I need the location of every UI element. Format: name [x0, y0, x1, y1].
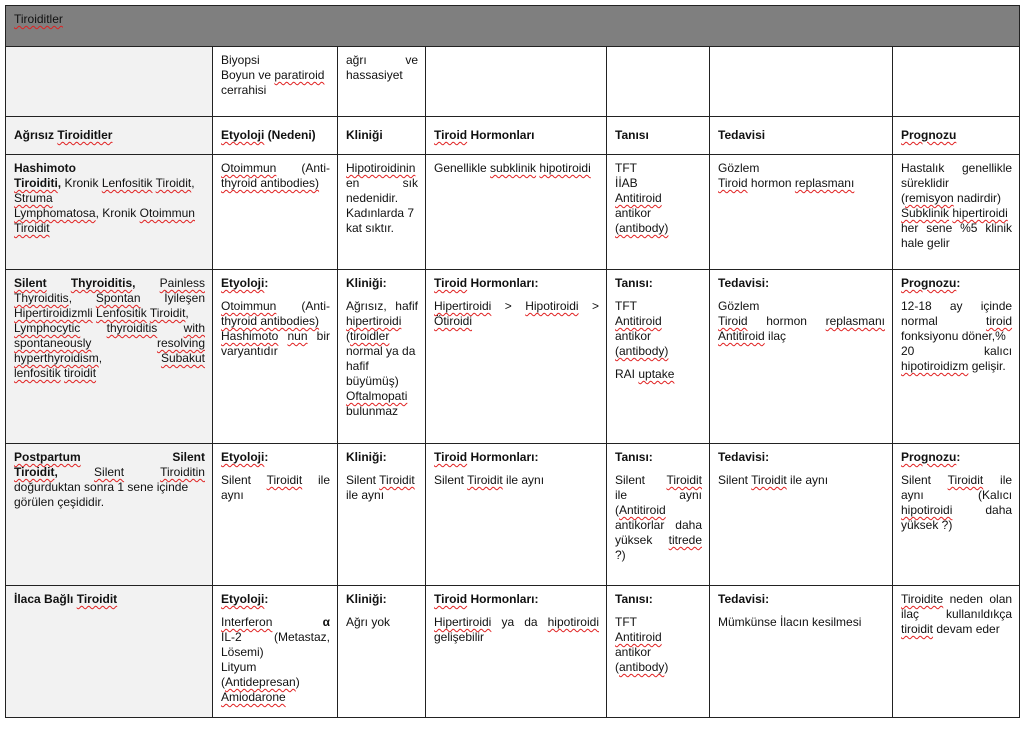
- cell-line: [14, 321, 205, 336]
- cell-line: hipotiroidizm gelişir.: [901, 359, 1006, 373]
- cell-line: Ağrısız, hafif: [346, 299, 418, 313]
- table-row: [6, 444, 1020, 586]
- cell-line: normal tiroid: [901, 314, 1013, 328]
- cell-word: Antitiroid: [718, 329, 765, 343]
- cell-word: Tiroidite: [901, 592, 944, 606]
- cell-line: görülen çeşididir.: [14, 495, 105, 509]
- row-name-postpartum: [6, 444, 213, 586]
- cell-line: gelişebilir: [434, 630, 485, 644]
- cell-line: Gözlem: [718, 299, 760, 313]
- cell-heading: Tiroid Hormonları:: [434, 592, 539, 606]
- partial-cell-4: [607, 47, 710, 117]
- cell-word: antibody: [619, 660, 665, 674]
- cell-line: Mümkünse İlacın kesilmesi: [718, 615, 862, 629]
- cell-word: Lenfositik: [96, 306, 147, 320]
- cell-line: Tiroiditi, Kronik Lenfositik Tiroidit,: [14, 176, 195, 190]
- cell-line: aynı: [221, 488, 244, 502]
- cell-line: Interferon α: [221, 615, 330, 629]
- cell-line: hyperthyroidism, Subakut: [14, 351, 205, 365]
- cell-line: TFT: [615, 615, 637, 629]
- header-clinic: Kliniği: [338, 117, 426, 155]
- cell-word: replasmanı: [825, 314, 885, 328]
- cell-line: fonksiyonu döner,%: [901, 329, 1006, 343]
- cell-word: Etyoloji: [221, 450, 265, 464]
- cell-word: Tiroidit: [947, 473, 984, 487]
- cell-word: nun: [287, 329, 308, 343]
- cell-line: Struma: [14, 191, 53, 205]
- cell-heading: Kliniği:: [346, 450, 387, 464]
- cell-word: Silent: [14, 276, 47, 290]
- cell-word: Tiroidit: [14, 465, 55, 479]
- cell-word: Tiroidit: [76, 592, 118, 606]
- cell-heading: Tanısı:: [615, 276, 653, 290]
- table-row: [6, 270, 1020, 444]
- cell-line: Silent Thyroiditis, Painless: [14, 276, 205, 290]
- cell-heading: Prognozu:: [901, 450, 961, 464]
- cell-line: [901, 206, 1012, 221]
- cell-line: Hashimoto nun bir: [221, 329, 330, 343]
- row-clinic: [338, 444, 426, 586]
- cell-heading: Kliniği:: [346, 276, 387, 290]
- cell-line: TFT: [615, 161, 637, 175]
- cell-heading: Prognozu:: [901, 276, 961, 290]
- cell-word: Tiroid: [434, 276, 468, 290]
- cell-word: hipotiroidi: [547, 615, 599, 629]
- cell-heading: Etyoloji:: [221, 450, 269, 464]
- cell-line: büyümüş): [346, 374, 399, 388]
- cell-line: nedenidir.: [346, 191, 399, 205]
- row-prognosis: [893, 586, 1020, 718]
- cell-heading: Kliniği:: [346, 592, 387, 606]
- cell-line: yüksek titrede: [615, 533, 702, 547]
- cell-line: Tiroidite neden olan: [901, 592, 1013, 606]
- header-diagnosis: Tanısı: [607, 117, 710, 155]
- header-name: Ağrısız Tiroiditler: [6, 117, 213, 155]
- cell-line: hassasiyet: [346, 68, 403, 82]
- cell-word: Otoimmun: [221, 161, 277, 175]
- row-etiology: [213, 270, 338, 444]
- cell-line: hale gelir: [901, 236, 950, 250]
- cell-line: Lösemi): [221, 645, 264, 659]
- cell-line: Oftalmopati: [346, 389, 408, 403]
- cell-word: Lymphocytic: [14, 321, 81, 335]
- cell-heading: Etyoloji:: [221, 276, 269, 290]
- cell-word: Tiroid: [434, 592, 468, 606]
- cell-line: Silent Tiroidit: [615, 473, 702, 487]
- cell-word: hipotiroidizm: [901, 359, 969, 373]
- cell-line: İİAB: [615, 176, 638, 190]
- cell-heading: Tiroid Hormonları:: [434, 276, 539, 290]
- partial-cell-5: [710, 47, 893, 117]
- cell-heading: Tanısı:: [615, 450, 653, 464]
- cell-line: antikor: [615, 645, 652, 659]
- row-clinic: [338, 586, 426, 718]
- cell-line: İlaca Bağlı Tiroidit: [14, 592, 118, 606]
- cell-word: Tiroidit: [149, 306, 186, 320]
- cell-word: Tiroiditi: [14, 176, 58, 190]
- cell-word: hyperthyroidism: [14, 351, 99, 365]
- partial-row: [6, 47, 1020, 117]
- cell-word: Etyoloji: [221, 276, 265, 290]
- cell-line: Otoimmun (Anti-: [221, 161, 330, 175]
- cell-word: Hashimoto: [221, 329, 279, 343]
- row-clinic: [338, 155, 426, 270]
- cell-word: Tiroidit: [666, 473, 702, 487]
- cell-line: Otoimmun (Anti-: [221, 299, 330, 313]
- cell-line: Amiodarone: [221, 690, 286, 704]
- cell-line: Hipertiroidizmli Lenfositik Tiroidit,: [14, 306, 189, 320]
- cell-line: Silent Tiroidit ile aynı: [718, 473, 829, 487]
- cell-line: Tiroidit, Silent Tiroiditin: [14, 465, 205, 479]
- title-text: Tiroiditler: [14, 12, 63, 26]
- cell-line: Hipertiroidi > Hipotiroidi >: [434, 299, 599, 313]
- row-etiology: [213, 586, 338, 718]
- cell-line: her sene %5 klinik: [901, 221, 1013, 235]
- row-diagnosis: [607, 155, 710, 270]
- cell-word: Tiroidit: [751, 473, 787, 487]
- cell-line: Tiroidit: [14, 221, 50, 235]
- cell-line: Tiroid hormon replasmanı: [718, 314, 885, 328]
- cell-word: hipertiroidi: [952, 206, 1008, 220]
- cell-word: thyroiditis: [106, 321, 158, 335]
- cell-word: Painless: [159, 276, 205, 290]
- cell-line: tiroidit devam eder: [901, 622, 1000, 636]
- header-word: Etyoloji: [221, 128, 265, 142]
- cell-line: Hastalık genellikle: [901, 161, 1013, 175]
- cell-line: Kadınlarda 7: [346, 206, 415, 220]
- cell-word: resolving: [156, 336, 205, 350]
- cell-line: Silent Tiroidit ile: [221, 473, 331, 487]
- cell-line: hipotiroidi daha: [901, 503, 1013, 517]
- cell-word: Spontan: [95, 291, 141, 305]
- cell-word: Otoimmun: [221, 299, 277, 313]
- cell-heading: Tedavisi:: [718, 276, 770, 290]
- cell-word: Hipertiroidizmli: [14, 306, 93, 320]
- cell-line: Thyroiditis, Spontan İyileşen: [14, 291, 205, 305]
- cell-heading: Tiroid Hormonları:: [434, 450, 539, 464]
- title-row: [6, 6, 1020, 47]
- cell-word: Otoimmun: [139, 206, 195, 220]
- cell-word: lenfositik: [14, 366, 61, 380]
- cell-word: Lymphomatosa: [14, 206, 96, 220]
- cell-word: titrede: [668, 533, 702, 547]
- row-hormones: [426, 586, 607, 718]
- cell-line: aynı (Kalıcı: [901, 488, 1013, 502]
- document-page: [5, 5, 1019, 718]
- table-row: [6, 155, 1020, 270]
- cell-heading: Tanısı:: [615, 592, 653, 606]
- cell-word: tiroidit: [901, 622, 934, 636]
- cell-line: RAI uptake: [615, 367, 675, 381]
- cell-line: cerrahisi: [221, 83, 267, 97]
- cell-line: Silent Tiroidit ile aynı: [434, 473, 545, 487]
- cell-word: subklinik: [490, 161, 537, 175]
- table-row: [6, 586, 1020, 718]
- row-name-hashimoto: [6, 155, 213, 270]
- cell-line: (tiroidler: [346, 329, 390, 343]
- cell-line: Tiroid hormon replasmanı: [718, 176, 855, 190]
- cell-word: Tiroidit: [379, 473, 415, 487]
- cell-line: Lityum: [221, 660, 257, 674]
- cell-line: [14, 366, 205, 381]
- cell-word: tiroid: [986, 314, 1013, 328]
- cell-word: Tiroidit: [467, 473, 503, 487]
- row-treatment: [710, 270, 893, 444]
- header-row: [6, 117, 1020, 155]
- partial-cell-empty: [6, 47, 213, 117]
- cell-line: (antibody): [615, 660, 669, 674]
- row-hormones: [426, 270, 607, 444]
- cell-line: antikor: [615, 329, 652, 343]
- cell-line: Biyopsi: [221, 53, 260, 67]
- cell-line: Silent Tiroidit ile: [901, 473, 1013, 487]
- cell-line: (remisyon nadirdir): [901, 191, 1002, 205]
- cell-line: Hashimoto: [14, 161, 77, 175]
- cell-line: Hipotiroidinin: [346, 161, 416, 175]
- cell-line: süreklidir: [901, 176, 950, 190]
- cell-line: Antitiroid ilaç: [718, 329, 787, 343]
- cell-word: tiroidler: [350, 329, 390, 343]
- row-diagnosis: [607, 270, 710, 444]
- row-diagnosis: [607, 444, 710, 586]
- cell-word: hipotiroidi: [901, 503, 953, 517]
- row-name-silent: [6, 270, 213, 444]
- header-word: Prognozu: [901, 128, 957, 142]
- cell-word: Hipertiroidi: [434, 615, 492, 629]
- cell-line: Antitiroid: [615, 191, 662, 205]
- cell-line: varyantıdır: [221, 344, 278, 358]
- cell-line: Postpartum Silent: [14, 450, 205, 464]
- cell-word: Etyoloji: [221, 592, 265, 606]
- row-name-drug: [6, 586, 213, 718]
- cell-line: kat sıktır.: [346, 221, 395, 235]
- cell-word: Lenfositik: [101, 176, 153, 190]
- cell-line: [14, 336, 205, 351]
- row-clinic: [338, 270, 426, 444]
- cell-line: antikor: [615, 206, 652, 220]
- row-treatment: [710, 444, 893, 586]
- cell-line: Antitiroid: [615, 630, 662, 644]
- cell-word: Interferon: [221, 615, 273, 629]
- cell-line: 12-18 ay içinde: [901, 299, 1013, 313]
- cell-line: thyroid antibodies): [221, 314, 320, 328]
- row-prognosis: [893, 155, 1020, 270]
- header-prognosis: [893, 117, 1020, 155]
- cell-line: ilaç kullanıldıkça: [901, 607, 1013, 621]
- header-word: Tiroiditler: [57, 128, 113, 142]
- cell-line: (Antitiroid: [615, 503, 666, 517]
- cell-word: hipotiroidi: [539, 161, 591, 175]
- cell-line: Boyun ve paratiroid: [221, 68, 325, 82]
- cell-word: Silent: [94, 465, 125, 479]
- cell-line: 20 kalıcı: [901, 344, 1013, 358]
- cell-line: doğurduktan sonra 1 sene içinde: [14, 480, 189, 494]
- cell-word: tiroidit: [64, 366, 97, 380]
- row-treatment: [710, 155, 893, 270]
- header-etiology: Etyoloji (Nedeni): [213, 117, 338, 155]
- row-hormones: [426, 155, 607, 270]
- cell-heading: Tedavisi:: [718, 592, 770, 606]
- cell-line: TFT: [615, 299, 637, 313]
- cell-word: Antidepresan: [225, 675, 296, 689]
- cell-word: Tiroid: [434, 450, 468, 464]
- row-prognosis: [893, 444, 1020, 586]
- row-prognosis: [893, 270, 1020, 444]
- cell-line: Gözlem: [718, 161, 760, 175]
- partial-cell-1: [213, 47, 338, 117]
- cell-line: bulunmaz: [346, 404, 399, 418]
- cell-line: antikorlar daha: [615, 518, 702, 532]
- thyroiditis-table: [5, 5, 1020, 718]
- cell-line: Ötiroidi: [434, 314, 473, 328]
- cell-word: Tiroiditin: [160, 465, 205, 479]
- cell-word: Postpartum: [14, 450, 81, 464]
- cell-line: Lymphomatosa, Kronik Otoimmun: [14, 206, 195, 220]
- cell-word: with: [183, 321, 205, 335]
- row-treatment: [710, 586, 893, 718]
- cell-word: Thyroiditis: [70, 276, 133, 290]
- cell-line: Antitiroid: [615, 314, 662, 328]
- cell-line: hipertiroidi: [346, 314, 402, 328]
- cell-word: spontaneously: [14, 336, 92, 350]
- header-hormones: Tiroid Hormonları: [426, 117, 607, 155]
- cell-heading: Tedavisi:: [718, 450, 770, 464]
- row-etiology: [213, 444, 338, 586]
- cell-word: remisyon: [905, 191, 954, 205]
- cell-word: Subakut: [160, 351, 205, 365]
- cell-line: thyroid antibodies): [221, 176, 320, 190]
- cell-word: Hipertiroidi: [434, 299, 492, 313]
- cell-line: ağrı ve: [346, 53, 418, 67]
- header-word: Tiroid: [434, 128, 468, 142]
- row-diagnosis: [607, 586, 710, 718]
- cell-line: (Antidepresan): [221, 675, 300, 689]
- cell-line: (antibody): [615, 221, 669, 235]
- row-hormones: [426, 444, 607, 586]
- header-treatment: Tedavisi: [710, 117, 893, 155]
- cell-line: Genellikle subklinik hipotiroidi: [434, 161, 591, 175]
- cell-word: Tiroid: [718, 176, 748, 190]
- cell-line: Silent Tiroidit: [346, 473, 415, 487]
- cell-line: normal ya da: [346, 344, 416, 358]
- cell-line: Ağrı yok: [346, 615, 391, 629]
- cell-word: Tiroidit: [155, 176, 192, 190]
- cell-word: Thyroiditis: [14, 291, 69, 305]
- cell-line: (antibody): [615, 344, 669, 358]
- partial-cell-2: [338, 47, 426, 117]
- cell-line: ile aynı: [615, 488, 702, 502]
- cell-word: Antitiroid: [619, 503, 666, 517]
- cell-line: ile aynı: [346, 488, 385, 502]
- cell-word: Tiroid: [718, 314, 748, 328]
- cell-word: Subklinik: [901, 206, 950, 220]
- cell-word: paratiroid: [274, 68, 325, 82]
- cell-line: en sık: [346, 176, 418, 190]
- row-etiology: [213, 155, 338, 270]
- cell-line: IL-2 (Metastaz,: [221, 630, 330, 644]
- cell-word: Tiroidit: [266, 473, 303, 487]
- table-title: [6, 6, 1020, 47]
- cell-heading: Etyoloji:: [221, 592, 269, 606]
- cell-word: Hipotiroidi: [525, 299, 579, 313]
- cell-word: Prognozu: [901, 450, 957, 464]
- cell-word: Prognozu: [901, 276, 957, 290]
- cell-line: ?): [615, 548, 626, 562]
- partial-cell-3: [426, 47, 607, 117]
- cell-line: yüksek ?): [901, 518, 953, 532]
- partial-cell-6: [893, 47, 1020, 117]
- cell-word: replasmanı: [794, 176, 855, 190]
- cell-word: uptake: [638, 367, 675, 381]
- cell-line: hafif: [346, 359, 369, 373]
- cell-line: Hipertiroidi ya da hipotiroidi: [434, 615, 599, 629]
